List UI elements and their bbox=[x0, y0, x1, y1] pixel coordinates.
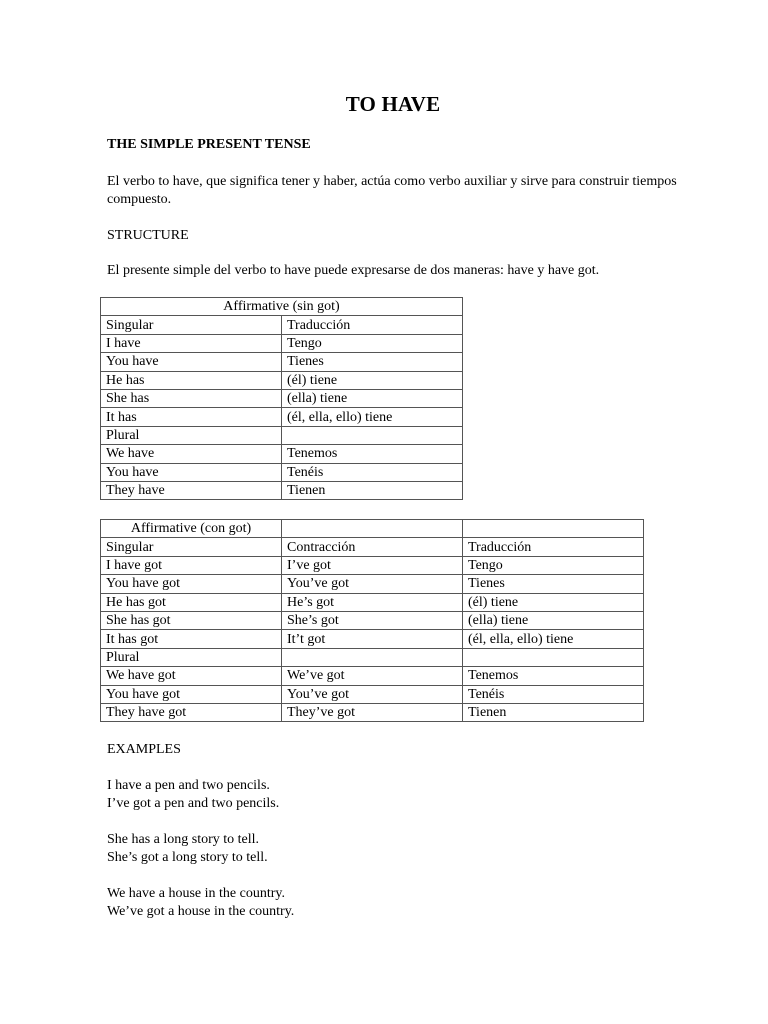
table-cell: Tengo bbox=[282, 334, 463, 352]
table-row bbox=[101, 481, 463, 499]
intro-paragraph: El verbo to have, que significa tener y haber, actúa como verbo auxiliar y sirve para construir tiempos compuesto. bbox=[107, 174, 677, 207]
table-cell: Tenéis bbox=[282, 463, 463, 481]
table-row bbox=[101, 445, 463, 463]
table-cell: She has bbox=[101, 389, 282, 407]
section-heading: THE SIMPLE PRESENT TENSE bbox=[107, 137, 311, 152]
example-sentence: I have a pen and two pencils. bbox=[107, 778, 270, 793]
table-row bbox=[101, 556, 644, 574]
table-row bbox=[101, 593, 644, 611]
table-cell: (ella) tiene bbox=[282, 389, 463, 407]
table-cell: He has bbox=[101, 371, 282, 389]
table-cell: You have bbox=[101, 353, 282, 371]
table-cell: They’ve got bbox=[282, 703, 463, 721]
example-sentence: We have a house in the country. bbox=[107, 886, 285, 901]
examples-heading: EXAMPLES bbox=[107, 742, 181, 757]
table-cell: Traducción bbox=[282, 316, 463, 334]
table-cell: We have got bbox=[101, 667, 282, 685]
affirmative-sin-got-table bbox=[100, 297, 463, 500]
example-sentence: I’ve got a pen and two pencils. bbox=[107, 796, 280, 811]
table-cell: She has got bbox=[101, 611, 282, 629]
table-cell: Tienen bbox=[282, 481, 463, 499]
table-cell: You have got bbox=[101, 575, 282, 593]
table-cell: We’ve got bbox=[282, 667, 463, 685]
table-cell: (él, ella, ello) tiene bbox=[282, 408, 463, 426]
table-row bbox=[101, 426, 463, 444]
table-row bbox=[101, 667, 644, 685]
table-cell: He has got bbox=[101, 593, 282, 611]
example-sentence: She’s got a long story to tell. bbox=[107, 850, 268, 865]
table-cell: We have bbox=[101, 445, 282, 463]
example-group bbox=[107, 777, 279, 813]
structure-paragraph: El presente simple del verbo to have puede expresarse de dos maneras: have y have got. bbox=[107, 263, 600, 278]
table-cell: Tenéis bbox=[463, 685, 644, 703]
table-cell: It has bbox=[101, 408, 282, 426]
table-cell: Plural bbox=[101, 426, 282, 444]
table-row bbox=[101, 334, 463, 352]
table-row bbox=[101, 538, 644, 556]
example-group bbox=[107, 831, 268, 867]
table-header-cell bbox=[463, 520, 644, 538]
table-row bbox=[101, 611, 644, 629]
table-cell: It’t got bbox=[282, 630, 463, 648]
table-cell: Contracción bbox=[282, 538, 463, 556]
table-row bbox=[101, 316, 463, 334]
table-cell: (él) tiene bbox=[463, 593, 644, 611]
table-cell: I have got bbox=[101, 556, 282, 574]
table-row bbox=[101, 353, 463, 371]
table-cell: Plural bbox=[101, 648, 282, 666]
table-cell: They have bbox=[101, 481, 282, 499]
table-cell: I have bbox=[101, 334, 282, 352]
table-cell: You have got bbox=[101, 685, 282, 703]
table-header-row bbox=[101, 298, 463, 316]
table-cell: You’ve got bbox=[282, 685, 463, 703]
table-row bbox=[101, 371, 463, 389]
table-row bbox=[101, 630, 644, 648]
table-cell: They have got bbox=[101, 703, 282, 721]
table-row bbox=[101, 685, 644, 703]
example-sentence: She has a long story to tell. bbox=[107, 832, 260, 847]
table-cell: Tenemos bbox=[463, 667, 644, 685]
table-header-cell bbox=[282, 520, 463, 538]
table-cell bbox=[463, 648, 644, 666]
table-cell: Tienes bbox=[463, 575, 644, 593]
table-cell: Singular bbox=[101, 538, 282, 556]
affirmative-con-got-table bbox=[100, 519, 644, 722]
table-cell: Singular bbox=[101, 316, 282, 334]
table-row bbox=[101, 575, 644, 593]
page-title: TO HAVE bbox=[345, 92, 441, 116]
table-cell bbox=[282, 426, 463, 444]
example-sentence: We’ve got a house in the country. bbox=[107, 904, 295, 919]
example-group bbox=[107, 885, 294, 921]
table-cell: I’ve got bbox=[282, 556, 463, 574]
table-cell: Tenemos bbox=[282, 445, 463, 463]
table-cell: Traducción bbox=[463, 538, 644, 556]
table-cell: Tienes bbox=[282, 353, 463, 371]
table-row bbox=[101, 648, 644, 666]
table-header-row bbox=[101, 520, 644, 538]
table-cell bbox=[282, 648, 463, 666]
table-cell: You’ve got bbox=[282, 575, 463, 593]
table-cell: (él, ella, ello) tiene bbox=[463, 630, 644, 648]
table-cell: Tienen bbox=[463, 703, 644, 721]
table-cell: You have bbox=[101, 463, 282, 481]
table-row bbox=[101, 463, 463, 481]
table-cell: (él) tiene bbox=[282, 371, 463, 389]
table-header-cell: Affirmative (sin got) bbox=[101, 298, 463, 316]
table-header-cell: Affirmative (con got) bbox=[101, 520, 282, 538]
table-cell: Tengo bbox=[463, 556, 644, 574]
structure-heading: STRUCTURE bbox=[107, 228, 189, 243]
table-cell: She’s got bbox=[282, 611, 463, 629]
table-row bbox=[101, 389, 463, 407]
table-cell: (ella) tiene bbox=[463, 611, 644, 629]
table-cell: He’s got bbox=[282, 593, 463, 611]
table-row bbox=[101, 408, 463, 426]
table-cell: It has got bbox=[101, 630, 282, 648]
table-row bbox=[101, 703, 644, 721]
